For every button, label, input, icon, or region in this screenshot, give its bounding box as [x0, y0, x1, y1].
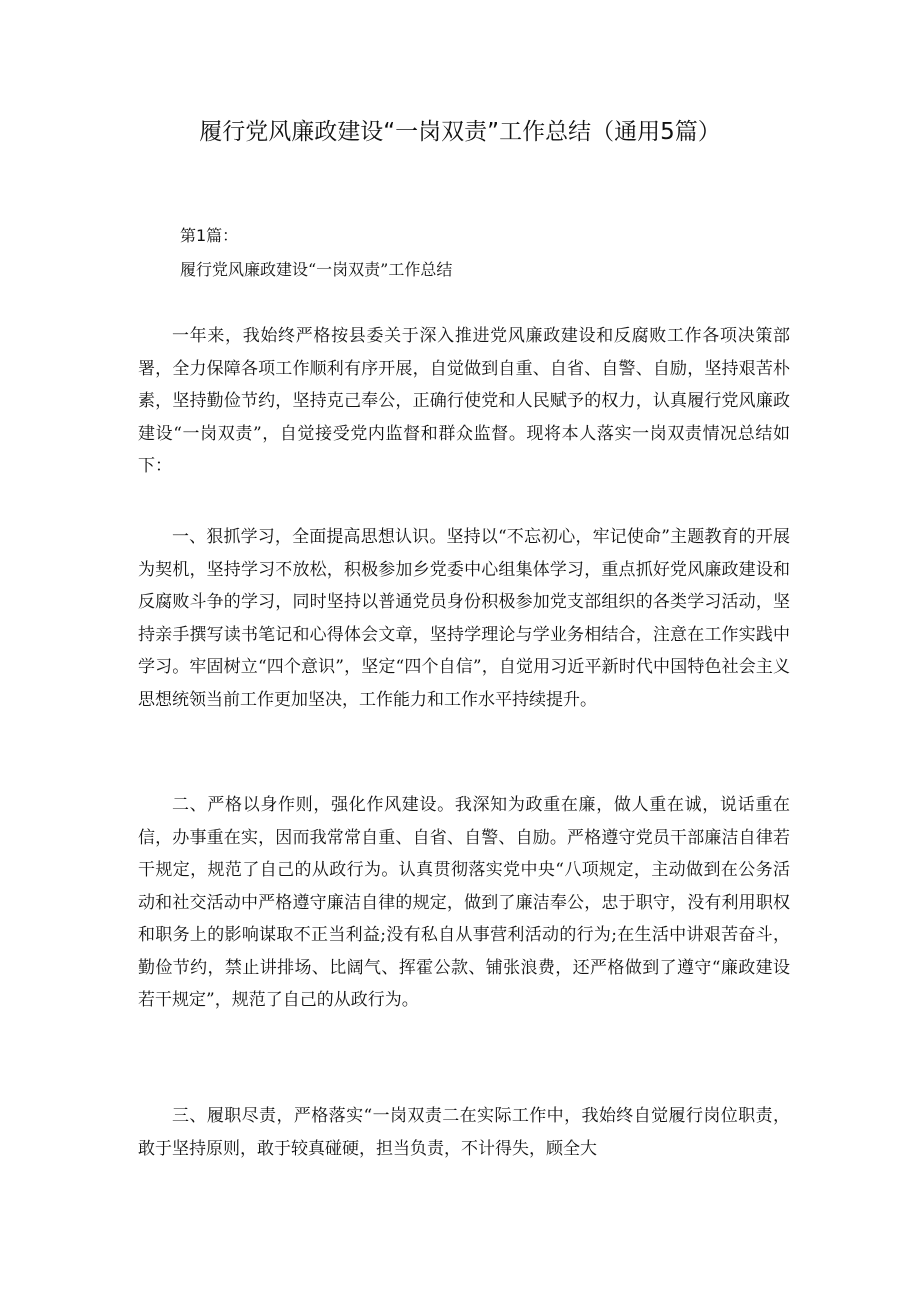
paragraph-intro: 一年来，我始终严格按县委关于深入推进党风廉政建设和反腐败工作各项决策部署，全力保障各项工作顺利有序开展，自觉做到自重、自省、自警、自励，坚持艰苦朴素，坚持勤俭节约，坚持克己奉公，正确行使党和人民赋予的权力，认真履行党风廉政建设“一岗双责”，自觉接受党内监督和群众监督。现将本人落实一岗双责情况总结如下： [138, 326, 790, 476]
section-subtitle: 履行党风廉政建设“一岗双责”工作总结 [180, 260, 453, 279]
document-title: 履行党风廉政建设“一岗双责”工作总结（通用5篇） [199, 119, 721, 145]
section-label: 第1篇： [180, 226, 239, 245]
paragraph-duty: 三、履职尽责，严格落实“一岗双责二在实际工作中，我始终自觉履行岗位职责，敢于坚持原则，敢于较真碰硬，担当负责，不计得失，顾全大 [138, 1106, 790, 1159]
paragraph-conduct: 二、严格以身作则，强化作风建设。我深知为政重在廉，做人重在诚，说话重在信，办事重在实，因而我常常自重、自省、自警、自励。严格遵守党员干部廉洁自律若干规定，规范了自己的从政行为。认真贯彻落实党中央“八项规定，主动做到在公务活动和社交活动中严格遵守廉洁自律的规定，做到了廉洁奉公，忠于职守，没有利用职权和职务上的影响谋取不正当利益;没有私自从事营利活动的行为;在生活中讲艰苦奋斗，勤俭节约，禁止讲排场、比阔气、挥霍公款、铺张浪费，还严格做到了遵守“廉政建设若干规定”，规范了自己的从政行为。 [138, 795, 790, 1010]
paragraph-study: 一、狠抓学习，全面提高思想认识。坚持以“不忘初心，牢记使命”主题教育的开展为契机，坚持学习不放松，积极参加乡党委中心组集体学习，重点抓好党风廉政建设和反腐败斗争的学习，同时坚持以普通党员身份积极参加党支部组织的各类学习活动，坚持亲手撰写读书笔记和心得体会文章，坚持学理论与学业务相结合，注意在工作实践中学习。牢固树立“四个意识”，坚定“四个自信”，自觉用习近平新时代中国特色社会主义思想统领当前工作更加坚决，工作能力和工作水平持续提升。 [138, 527, 790, 710]
